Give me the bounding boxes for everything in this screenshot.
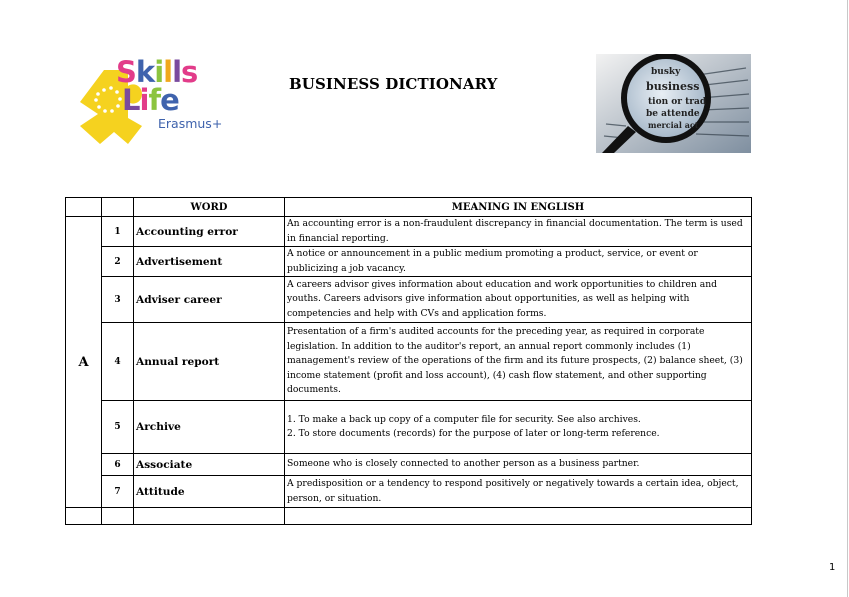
table-row: [66, 217, 752, 247]
table-row-empty: [66, 508, 752, 525]
logo-subtext: Erasmus+: [158, 116, 223, 131]
document-title: BUSINESS DICTIONARY: [289, 75, 498, 93]
row-meaning: An accounting error is a non-fraudulent discrepancy in financial documentation. The term is used in financial reporting.: [285, 217, 752, 247]
row-meaning: Someone who is closely connected to another person as a business partner.: [285, 454, 752, 476]
row-number: 7: [102, 476, 134, 508]
row-word: Attitude: [134, 476, 285, 508]
empty-cell: [66, 508, 102, 525]
header-number: [102, 198, 134, 217]
header-meaning: MEANING IN ENGLISH: [285, 198, 752, 217]
row-word: Archive: [134, 401, 285, 454]
table-row: [66, 277, 752, 323]
row-meaning: [285, 401, 752, 454]
table-header-row: [66, 198, 752, 217]
table-row: [66, 247, 752, 277]
logo-word-skills: Skills: [116, 55, 198, 89]
skills-life-logo: [76, 55, 236, 150]
magnifier-dictionary-icon: [596, 54, 751, 153]
row-meaning: A careers advisor gives information about education and work opportunities to children and youths. Careers advisors give information about opportunities, as well as helping with competencies and help with CVs and application forms.: [285, 277, 752, 323]
header-letter: [66, 198, 102, 217]
svg-text:mercial act: mercial act: [648, 120, 699, 130]
magnifier-dictionary-photo: [596, 54, 751, 153]
row-number: 6: [102, 454, 134, 476]
row-number: 1: [102, 217, 134, 247]
row-number: 3: [102, 277, 134, 323]
svg-text:be attende: be attende: [646, 109, 700, 119]
page-edge: [847, 0, 848, 597]
row-number: 5: [102, 401, 134, 454]
row-word: Accounting error: [134, 217, 285, 247]
empty-cell: [134, 508, 285, 525]
table-row: [66, 401, 752, 454]
row-word: Advertisement: [134, 247, 285, 277]
table-row: [66, 454, 752, 476]
row-meaning: A predisposition or a tendency to respond positively or negatively towards a certain idea, object, person, or situation.: [285, 476, 752, 508]
row-word: Adviser career: [134, 277, 285, 323]
table-row: [66, 476, 752, 508]
section-letter: A: [66, 217, 102, 508]
svg-text:tion or trad: tion or trad: [648, 97, 707, 107]
row-meaning: A notice or announcement in a public medium promoting a product, service, or event or publicizing a job vacancy.: [285, 247, 752, 277]
svg-text:busky: busky: [651, 67, 681, 77]
row-word: Associate: [134, 454, 285, 476]
row-word: Annual report: [134, 323, 285, 401]
header-word: WORD: [134, 198, 285, 217]
dictionary-table: [65, 197, 752, 525]
table-row: [66, 323, 752, 401]
meaning-line: 2. To store documents (records) for the purpose of later or long-term reference.: [287, 428, 660, 439]
meaning-line: 1. To make a back up copy of a computer file for security. See also archives.: [287, 413, 641, 425]
row-number: 4: [102, 323, 134, 401]
empty-cell: [285, 508, 752, 525]
logo-word-life: Life: [122, 83, 179, 117]
row-meaning: Presentation of a firm's audited accounts for the preceding year, as required in corporate legislation. In addition to the auditor's report, an annual report commonly includes (1) management's review of the operations of the firm and its future prospects, (2) balance sheet, (3) income statement (profit and loss account), (4) cash flow statement, and other supporting documents.: [285, 323, 752, 401]
empty-cell: [102, 508, 134, 525]
page-number: 1: [829, 562, 836, 573]
row-number: 2: [102, 247, 134, 277]
svg-text:business: business: [646, 80, 700, 93]
